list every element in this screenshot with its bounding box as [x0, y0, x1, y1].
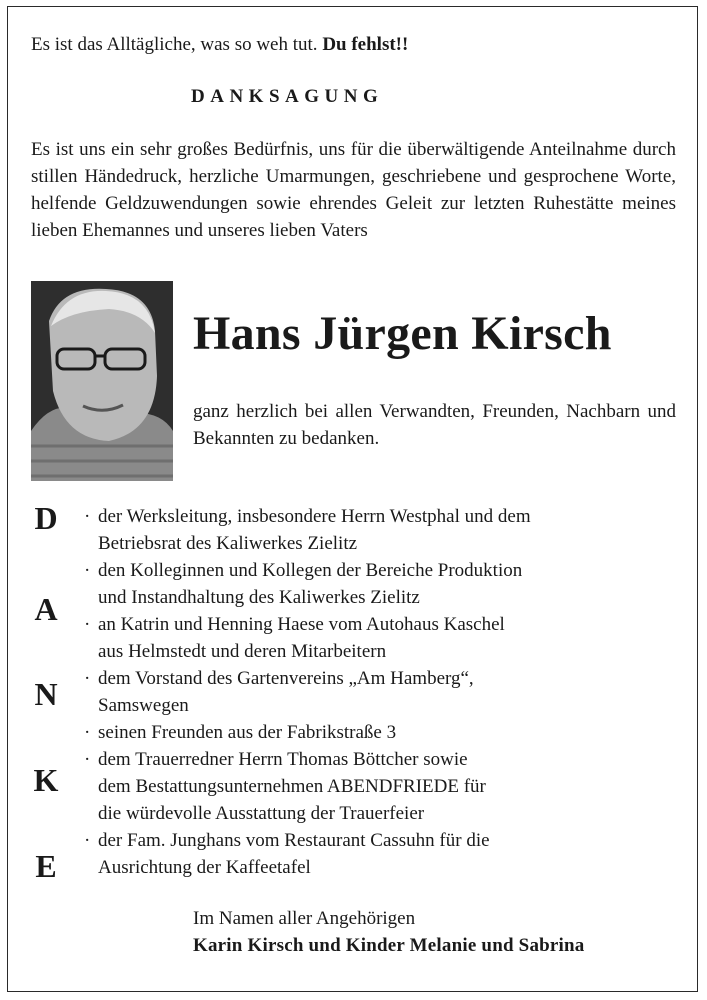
list-item-line: Ausrichtung der Kaffeetafel — [98, 857, 311, 878]
list-item-line: dem Bestattungsunternehmen ABENDFRIEDE für — [98, 776, 486, 797]
list-item — [84, 557, 684, 611]
list-item-line: · seinen Freunden aus der Fabrikstraße 3 — [98, 722, 397, 743]
danke-letter-a: A — [34, 591, 58, 627]
portrait-photo — [31, 281, 173, 481]
thanks-paragraph: ganz herzlich bei allen Verwandten, Freunden, Nachbarn und Bekannten zu bedanken. — [193, 401, 676, 449]
list-item-line: aus Helmstedt und deren Mitarbeitern — [98, 641, 387, 662]
list-item-line: · dem Trauerredner Herrn Thomas Böttcher sowie — [98, 749, 468, 770]
signoff-line: Im Namen aller Angehörigen — [193, 908, 416, 929]
danke-letter-n: N — [34, 676, 58, 712]
opening-line — [31, 33, 408, 57]
list-item-line: Betriebsrat des Kaliwerkes Zielitz — [98, 533, 358, 554]
list-item — [84, 746, 684, 827]
thanks-list — [84, 503, 684, 881]
list-item-line: Samswegen — [98, 695, 189, 716]
list-item-line: · der Fam. Junghans vom Restaurant Cassuhn für die — [98, 830, 490, 851]
opening-text: Es ist das Alltägliche, was so weh tut. — [31, 34, 318, 55]
list-item-line: · an Katrin und Henning Haese vom Autohaus Kaschel — [98, 614, 505, 635]
deceased-name: Hans Jürgen Kirsch — [193, 307, 612, 360]
heading-danksagung: DANKSAGUNG — [191, 86, 384, 107]
list-item — [84, 611, 684, 665]
danke-letter-d: D — [34, 500, 58, 536]
danke-letter-e: E — [35, 848, 57, 884]
list-item — [84, 503, 684, 557]
list-item-line: · der Werksleitung, insbesondere Herrn Westphal und dem — [98, 506, 531, 527]
signoff — [193, 905, 585, 959]
intro-paragraph: Es ist uns ein sehr großes Bedürfnis, uns für die überwältigende Anteilnahme durch stillen Händedruck, herzliche Umarmungen, geschriebene und gesprochene Worte, helfende Geldzuwendungen sowie ehrendes Geleit zur letzten Ruhestätte meines lieben Ehemannes und unseres lieben Vaters — [31, 139, 676, 241]
danke-letter-k: K — [33, 762, 59, 798]
list-item-line: · den Kolleginnen und Kollegen der Bereiche Produktion — [98, 560, 523, 581]
list-item — [84, 719, 684, 746]
opening-emphasis: Du fehlst!! — [322, 34, 409, 55]
list-item-line: und Instandhaltung des Kaliwerkes Zielitz — [98, 587, 420, 608]
list-item-line: · dem Vorstand des Gartenvereins „Am Hamberg“, — [98, 668, 474, 689]
list-item-line: die würdevolle Ausstattung der Trauerfeier — [98, 803, 425, 824]
list-item — [84, 665, 684, 719]
list-item — [84, 827, 684, 881]
signers: Karin Kirsch und Kinder Melanie und Sabrina — [193, 935, 585, 956]
